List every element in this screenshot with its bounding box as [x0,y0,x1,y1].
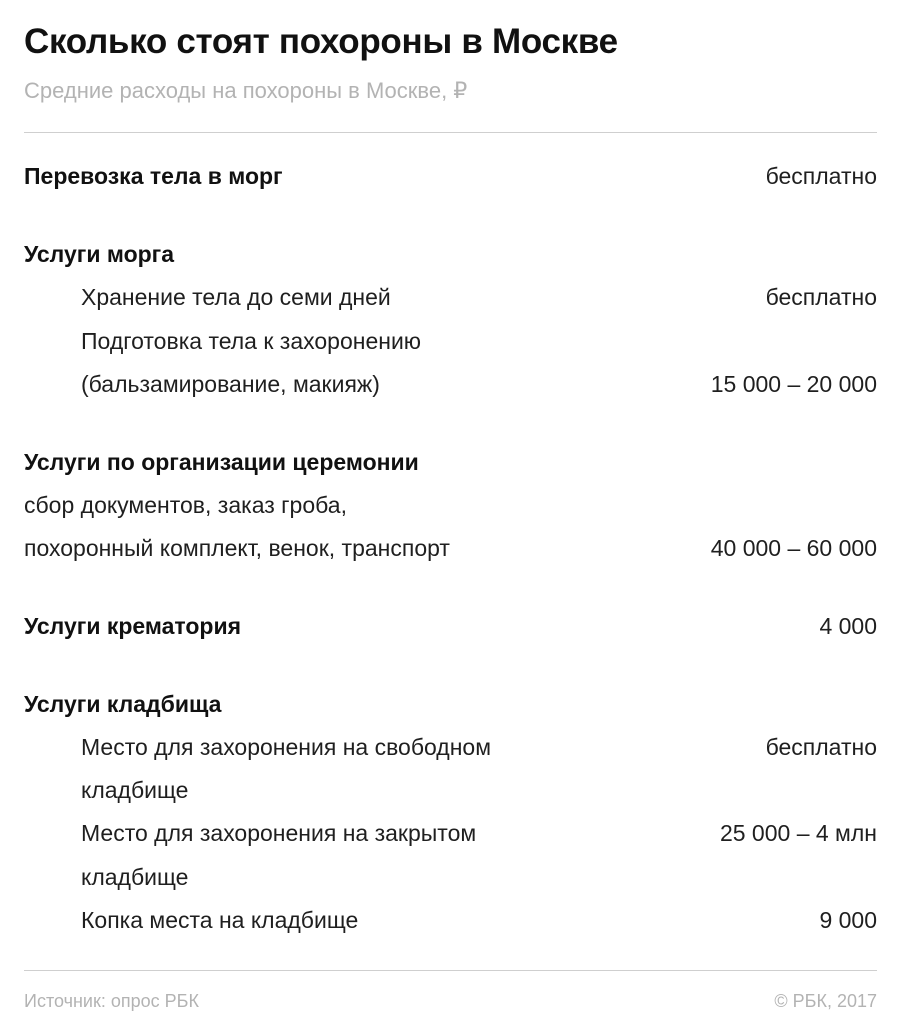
row-label: похоронный комплект, венок, транспорт [24,535,450,561]
row-body-storage [24,282,877,312]
row-label: Перевозка тела в морг [24,163,283,189]
row-value: 4 000 [819,613,877,639]
row-value: бесплатно [765,734,877,760]
section-heading-cemetery [24,689,877,719]
row-free-cemetery-line1 [24,732,877,762]
section-label: Услуги морга [24,241,175,267]
row-label: сбор документов, заказ гроба, [24,492,347,518]
section-heading-ceremony [24,447,877,477]
section-label: Услуги кладбища [24,691,222,717]
row-body-preparation-line1 [24,326,877,356]
row-label: Подготовка тела к захоронению [81,328,422,354]
top-divider [24,132,877,133]
row-free-cemetery-line2 [24,775,877,805]
infographic [24,0,877,1024]
row-value: 9 000 [819,907,877,933]
bottom-divider [24,970,877,971]
row-ceremony-line2 [24,533,877,563]
row-closed-cemetery-line1 [24,818,877,848]
row-value: бесплатно [765,284,877,310]
section-label: Услуги по организации церемонии [24,449,419,475]
row-body-transport [24,161,877,191]
section-heading-morgue [24,239,877,269]
copyright: © РБК, 2017 [774,991,877,1011]
row-label: кладбище [81,864,189,890]
source-note: Источник: опрос РБК [24,991,199,1011]
row-value: бесплатно [765,163,877,189]
row-label: Хранение тела до семи дней [81,284,391,310]
row-value: 40 000 – 60 000 [710,535,877,561]
row-label: Копка места на кладбище [81,907,359,933]
row-closed-cemetery-line2 [24,862,877,892]
row-label: кладбище [81,777,189,803]
page-subtitle: Средние расходы на похороны в Москве, ₽ [24,78,468,103]
row-label: Место для захоронения на закрытом [81,820,477,846]
row-value: 25 000 – 4 млн [719,820,877,846]
footer [24,988,877,1014]
row-body-preparation-line2 [24,369,877,399]
row-crematorium [24,611,877,641]
row-label: (бальзамирование, макияж) [81,371,380,397]
row-label: Место для захоронения на свободном [81,734,492,760]
page-title: Сколько стоят похороны в Москве [24,22,618,61]
row-label: Услуги крематория [24,613,242,639]
row-value: 15 000 – 20 000 [710,371,877,397]
row-grave-digging [24,905,877,935]
row-ceremony-line1 [24,490,877,520]
